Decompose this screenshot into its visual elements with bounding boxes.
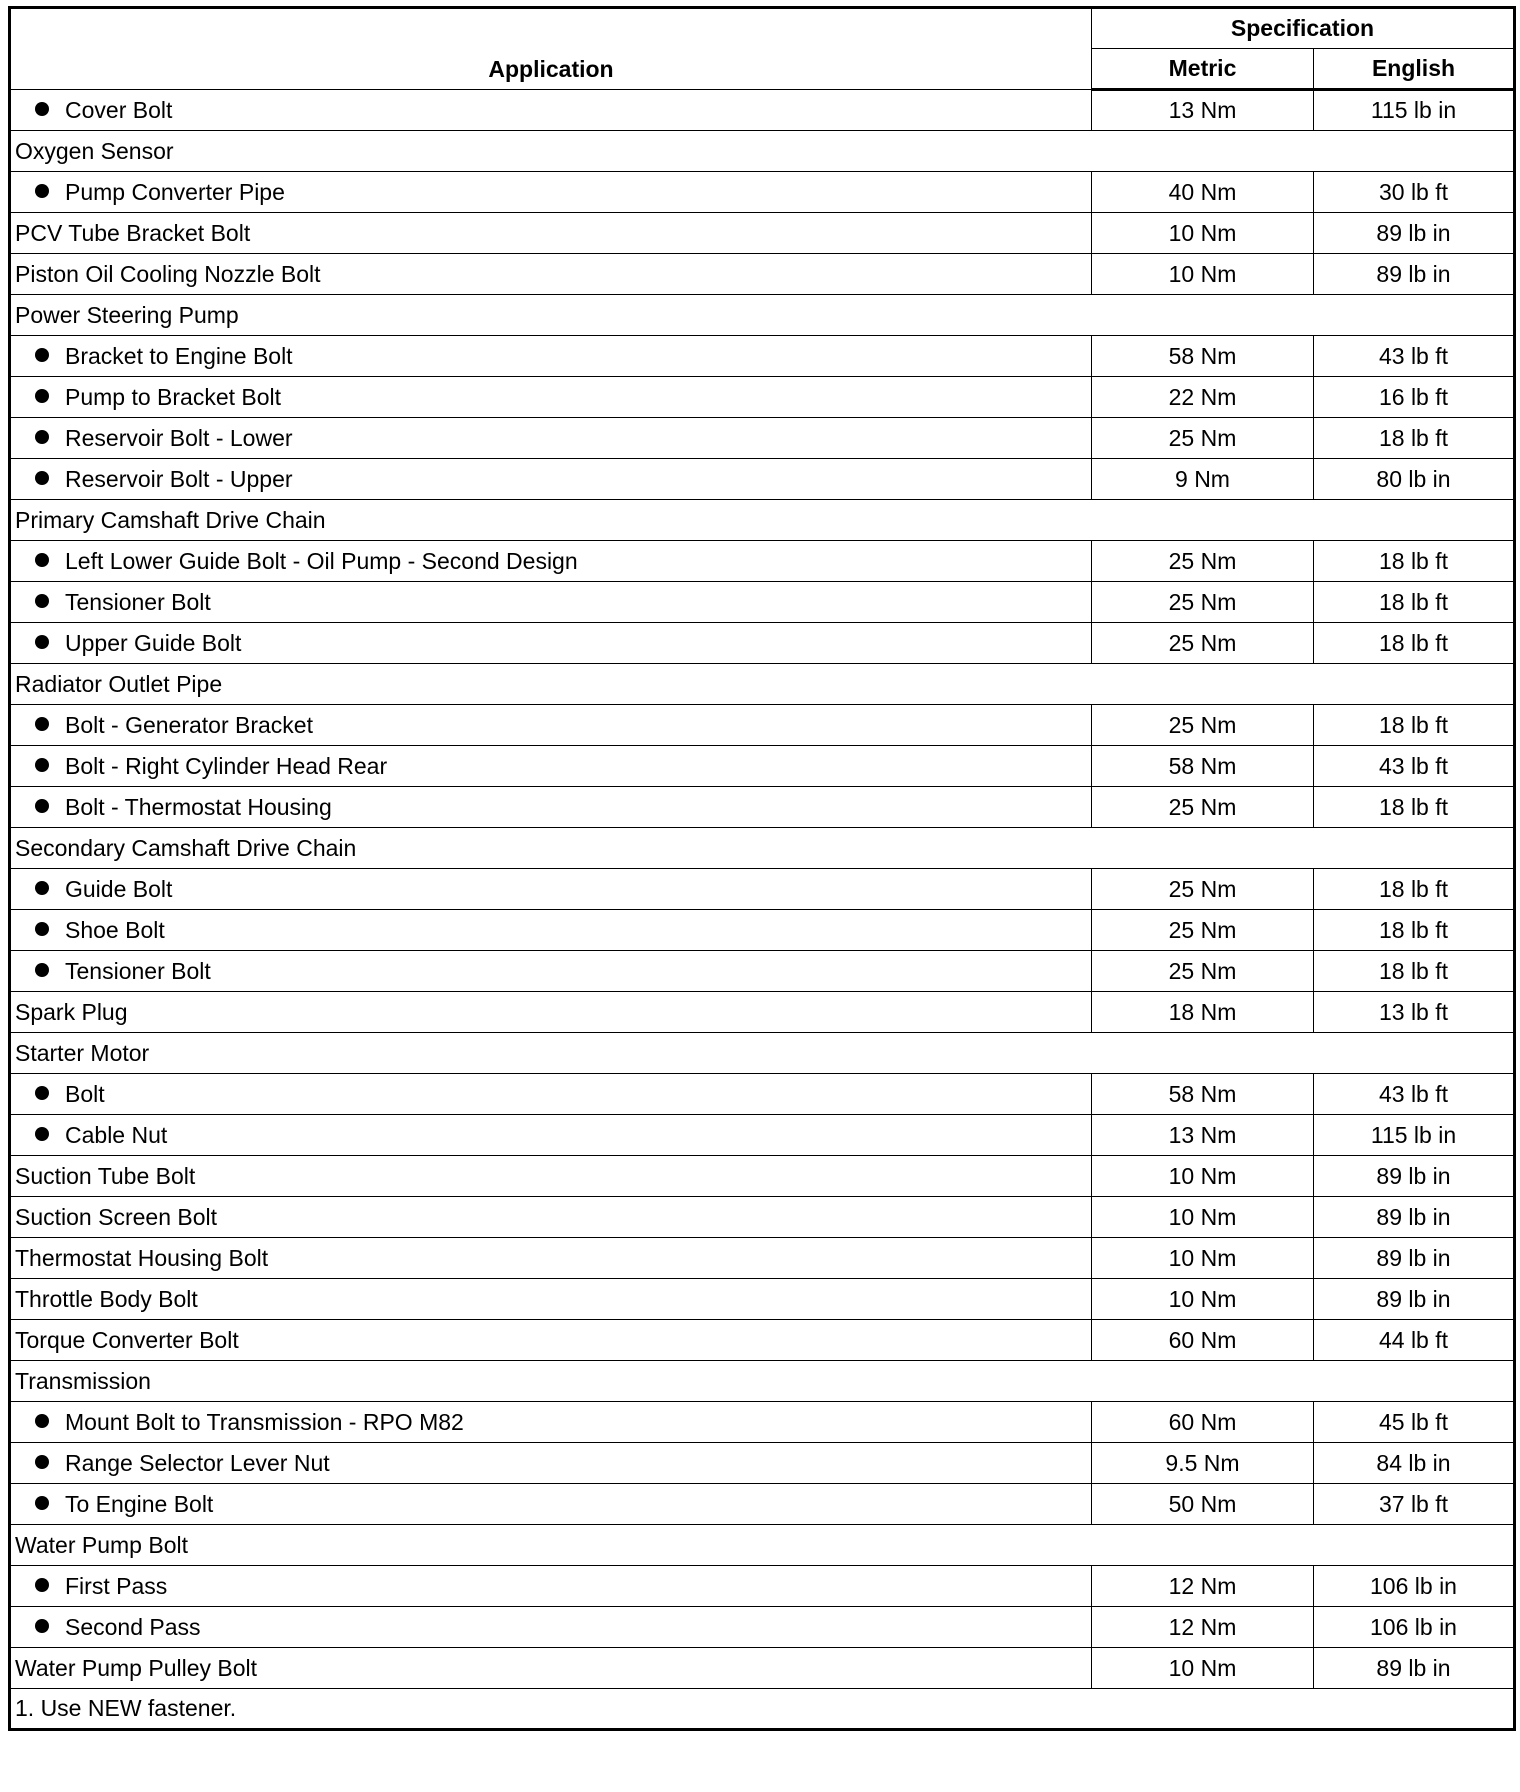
english-cell: 18 lb ft bbox=[1314, 418, 1515, 459]
application-cell bbox=[10, 1484, 1092, 1525]
bullet-icon bbox=[35, 1086, 49, 1100]
application-cell bbox=[10, 1443, 1092, 1484]
english-cell: 16 lb ft bbox=[1314, 377, 1515, 418]
metric-cell: 10 Nm bbox=[1092, 1238, 1314, 1279]
application-cell bbox=[10, 172, 1092, 213]
application-cell bbox=[10, 254, 1092, 295]
bullet-icon bbox=[35, 922, 49, 936]
application-label: Reservoir Bolt - Upper bbox=[65, 465, 293, 492]
application-cell bbox=[10, 213, 1092, 254]
english-cell: 18 lb ft bbox=[1314, 705, 1515, 746]
application-label: Tensioner Bolt bbox=[65, 588, 211, 615]
footnote: 1. Use NEW fastener. bbox=[10, 1689, 1515, 1730]
english-cell: 89 lb in bbox=[1314, 254, 1515, 295]
group-row bbox=[10, 1033, 1515, 1074]
english-cell: 106 lb in bbox=[1314, 1566, 1515, 1607]
table-row bbox=[10, 336, 1515, 377]
table-row bbox=[10, 1566, 1515, 1607]
application-label: Cover Bolt bbox=[65, 96, 173, 123]
application-cell bbox=[10, 541, 1092, 582]
group-row bbox=[10, 664, 1515, 705]
bullet-icon bbox=[35, 1455, 49, 1469]
metric-cell: 25 Nm bbox=[1092, 869, 1314, 910]
group-row bbox=[10, 500, 1515, 541]
torque-spec-table bbox=[8, 6, 1516, 1731]
english-cell: 115 lb in bbox=[1314, 90, 1515, 131]
group-row bbox=[10, 295, 1515, 336]
metric-cell: 40 Nm bbox=[1092, 172, 1314, 213]
application-cell bbox=[10, 1320, 1092, 1361]
english-cell: 18 lb ft bbox=[1314, 787, 1515, 828]
table-row bbox=[10, 90, 1515, 131]
table-footer bbox=[10, 1689, 1515, 1730]
application-label: Pump to Bracket Bolt bbox=[65, 383, 282, 410]
table-row bbox=[10, 869, 1515, 910]
english-cell: 89 lb in bbox=[1314, 1648, 1515, 1689]
metric-cell: 25 Nm bbox=[1092, 787, 1314, 828]
application-label: Left Lower Guide Bolt - Oil Pump - Second Design bbox=[65, 547, 578, 574]
metric-cell: 58 Nm bbox=[1092, 336, 1314, 377]
english-cell: 80 lb in bbox=[1314, 459, 1515, 500]
bullet-icon bbox=[35, 799, 49, 813]
metric-cell: 22 Nm bbox=[1092, 377, 1314, 418]
application-cell bbox=[10, 1648, 1092, 1689]
english-cell: 43 lb ft bbox=[1314, 1074, 1515, 1115]
metric-cell: 25 Nm bbox=[1092, 951, 1314, 992]
english-cell: 89 lb in bbox=[1314, 1197, 1515, 1238]
application-label: Second Pass bbox=[65, 1613, 201, 1640]
application-label: Bolt bbox=[65, 1080, 105, 1107]
metric-cell: 10 Nm bbox=[1092, 1156, 1314, 1197]
table-row bbox=[10, 1156, 1515, 1197]
application-cell bbox=[10, 1402, 1092, 1443]
group-label: Primary Camshaft Drive Chain bbox=[10, 500, 1515, 541]
application-label: To Engine Bolt bbox=[65, 1490, 214, 1517]
bullet-icon bbox=[35, 348, 49, 362]
english-cell: 89 lb in bbox=[1314, 1238, 1515, 1279]
metric-cell: 60 Nm bbox=[1092, 1320, 1314, 1361]
table-row bbox=[10, 254, 1515, 295]
application-label: Upper Guide Bolt bbox=[65, 629, 242, 656]
table-row bbox=[10, 459, 1515, 500]
bullet-icon bbox=[35, 471, 49, 485]
bullet-icon bbox=[35, 1619, 49, 1633]
bullet-icon bbox=[35, 717, 49, 731]
application-cell bbox=[10, 1279, 1092, 1320]
table-row bbox=[10, 213, 1515, 254]
metric-cell: 12 Nm bbox=[1092, 1566, 1314, 1607]
table-row bbox=[10, 1238, 1515, 1279]
table-row bbox=[10, 418, 1515, 459]
english-cell: 30 lb ft bbox=[1314, 172, 1515, 213]
application-label: Bolt - Thermostat Housing bbox=[65, 793, 332, 820]
metric-cell: 58 Nm bbox=[1092, 746, 1314, 787]
application-label: Cable Nut bbox=[65, 1121, 168, 1148]
english-cell: 89 lb in bbox=[1314, 213, 1515, 254]
application-label: Piston Oil Cooling Nozzle Bolt bbox=[15, 260, 321, 287]
application-cell bbox=[10, 787, 1092, 828]
table-row bbox=[10, 1197, 1515, 1238]
english-cell: 18 lb ft bbox=[1314, 623, 1515, 664]
application-label: Reservoir Bolt - Lower bbox=[65, 424, 293, 451]
group-label: Secondary Camshaft Drive Chain bbox=[10, 828, 1515, 869]
english-cell: 43 lb ft bbox=[1314, 746, 1515, 787]
specification-column-header: Specification bbox=[1092, 8, 1515, 49]
metric-cell: 9 Nm bbox=[1092, 459, 1314, 500]
application-cell bbox=[10, 1197, 1092, 1238]
application-label: Water Pump Pulley Bolt bbox=[15, 1654, 258, 1681]
table-row bbox=[10, 1648, 1515, 1689]
group-row bbox=[10, 828, 1515, 869]
application-column-header: Application bbox=[10, 8, 1092, 90]
english-cell: 115 lb in bbox=[1314, 1115, 1515, 1156]
table-row bbox=[10, 1115, 1515, 1156]
bullet-icon bbox=[35, 1127, 49, 1141]
table-row bbox=[10, 951, 1515, 992]
application-label: Bolt - Right Cylinder Head Rear bbox=[65, 752, 388, 779]
group-row bbox=[10, 131, 1515, 172]
english-cell: 89 lb in bbox=[1314, 1279, 1515, 1320]
table-row bbox=[10, 1402, 1515, 1443]
group-label: Water Pump Bolt bbox=[10, 1525, 1515, 1566]
table-row bbox=[10, 172, 1515, 213]
table-row bbox=[10, 1320, 1515, 1361]
table-row bbox=[10, 541, 1515, 582]
table-body bbox=[10, 90, 1515, 1689]
metric-cell: 25 Nm bbox=[1092, 418, 1314, 459]
metric-column-header: Metric bbox=[1092, 49, 1314, 90]
group-label: Transmission bbox=[10, 1361, 1515, 1402]
table-row bbox=[10, 705, 1515, 746]
application-cell bbox=[10, 459, 1092, 500]
application-label: Bolt - Generator Bracket bbox=[65, 711, 313, 738]
bullet-icon bbox=[35, 102, 49, 116]
table-row bbox=[10, 787, 1515, 828]
english-cell: 106 lb in bbox=[1314, 1607, 1515, 1648]
application-label: Tensioner Bolt bbox=[65, 957, 211, 984]
table-row bbox=[10, 910, 1515, 951]
application-label: Torque Converter Bolt bbox=[15, 1326, 239, 1353]
table-row bbox=[10, 1074, 1515, 1115]
application-label: Shoe Bolt bbox=[65, 916, 165, 943]
metric-cell: 50 Nm bbox=[1092, 1484, 1314, 1525]
application-cell bbox=[10, 582, 1092, 623]
application-label: PCV Tube Bracket Bolt bbox=[15, 219, 251, 246]
application-cell bbox=[10, 1156, 1092, 1197]
bullet-icon bbox=[35, 430, 49, 444]
application-cell bbox=[10, 623, 1092, 664]
table-row bbox=[10, 1443, 1515, 1484]
metric-cell: 25 Nm bbox=[1092, 582, 1314, 623]
application-label: Throttle Body Bolt bbox=[15, 1285, 198, 1312]
english-cell: 18 lb ft bbox=[1314, 869, 1515, 910]
english-cell: 18 lb ft bbox=[1314, 951, 1515, 992]
table-row bbox=[10, 1484, 1515, 1525]
metric-cell: 10 Nm bbox=[1092, 213, 1314, 254]
application-cell bbox=[10, 1566, 1092, 1607]
application-label: Bracket to Engine Bolt bbox=[65, 342, 293, 369]
english-column-header: English bbox=[1314, 49, 1515, 90]
application-cell bbox=[10, 1074, 1092, 1115]
bullet-icon bbox=[35, 389, 49, 403]
english-cell: 44 lb ft bbox=[1314, 1320, 1515, 1361]
table-row bbox=[10, 582, 1515, 623]
group-row bbox=[10, 1361, 1515, 1402]
application-label: Suction Screen Bolt bbox=[15, 1203, 218, 1230]
application-cell bbox=[10, 336, 1092, 377]
bullet-icon bbox=[35, 963, 49, 977]
english-cell: 18 lb ft bbox=[1314, 582, 1515, 623]
application-label: Thermostat Housing Bolt bbox=[15, 1244, 269, 1271]
english-cell: 37 lb ft bbox=[1314, 1484, 1515, 1525]
table-row bbox=[10, 1607, 1515, 1648]
bullet-icon bbox=[35, 1496, 49, 1510]
application-cell bbox=[10, 1115, 1092, 1156]
english-cell: 43 lb ft bbox=[1314, 336, 1515, 377]
metric-cell: 12 Nm bbox=[1092, 1607, 1314, 1648]
metric-cell: 25 Nm bbox=[1092, 623, 1314, 664]
application-label: First Pass bbox=[65, 1572, 168, 1599]
metric-cell: 58 Nm bbox=[1092, 1074, 1314, 1115]
application-cell bbox=[10, 1238, 1092, 1279]
group-row bbox=[10, 1525, 1515, 1566]
application-label: Pump Converter Pipe bbox=[65, 178, 285, 205]
group-label: Radiator Outlet Pipe bbox=[10, 664, 1515, 705]
application-cell bbox=[10, 418, 1092, 459]
bullet-icon bbox=[35, 881, 49, 895]
metric-cell: 13 Nm bbox=[1092, 90, 1314, 131]
application-cell bbox=[10, 705, 1092, 746]
metric-cell: 10 Nm bbox=[1092, 1279, 1314, 1320]
application-label: Spark Plug bbox=[15, 998, 128, 1025]
application-cell bbox=[10, 377, 1092, 418]
application-cell bbox=[10, 869, 1092, 910]
table-row bbox=[10, 746, 1515, 787]
application-cell bbox=[10, 1607, 1092, 1648]
metric-cell: 25 Nm bbox=[1092, 541, 1314, 582]
application-cell bbox=[10, 992, 1092, 1033]
metric-cell: 10 Nm bbox=[1092, 1648, 1314, 1689]
table-row bbox=[10, 1279, 1515, 1320]
bullet-icon bbox=[35, 635, 49, 649]
table-row bbox=[10, 377, 1515, 418]
metric-cell: 25 Nm bbox=[1092, 910, 1314, 951]
metric-cell: 60 Nm bbox=[1092, 1402, 1314, 1443]
bullet-icon bbox=[35, 1578, 49, 1592]
application-label: Mount Bolt to Transmission - RPO M82 bbox=[65, 1408, 464, 1435]
group-label: Oxygen Sensor bbox=[10, 131, 1515, 172]
metric-cell: 10 Nm bbox=[1092, 1197, 1314, 1238]
table-row bbox=[10, 623, 1515, 664]
metric-cell: 13 Nm bbox=[1092, 1115, 1314, 1156]
bullet-icon bbox=[35, 594, 49, 608]
application-cell bbox=[10, 910, 1092, 951]
english-cell: 89 lb in bbox=[1314, 1156, 1515, 1197]
bullet-icon bbox=[35, 1414, 49, 1428]
metric-cell: 9.5 Nm bbox=[1092, 1443, 1314, 1484]
application-cell bbox=[10, 90, 1092, 131]
english-cell: 13 lb ft bbox=[1314, 992, 1515, 1033]
bullet-icon bbox=[35, 184, 49, 198]
group-label: Starter Motor bbox=[10, 1033, 1515, 1074]
application-label: Suction Tube Bolt bbox=[15, 1162, 196, 1189]
application-cell bbox=[10, 951, 1092, 992]
english-cell: 18 lb ft bbox=[1314, 910, 1515, 951]
english-cell: 18 lb ft bbox=[1314, 541, 1515, 582]
metric-cell: 18 Nm bbox=[1092, 992, 1314, 1033]
metric-cell: 25 Nm bbox=[1092, 705, 1314, 746]
bullet-icon bbox=[35, 758, 49, 772]
table-header bbox=[10, 8, 1515, 90]
table-row bbox=[10, 992, 1515, 1033]
metric-cell: 10 Nm bbox=[1092, 254, 1314, 295]
english-cell: 84 lb in bbox=[1314, 1443, 1515, 1484]
application-label: Guide Bolt bbox=[65, 875, 173, 902]
application-cell bbox=[10, 746, 1092, 787]
group-label: Power Steering Pump bbox=[10, 295, 1515, 336]
english-cell: 45 lb ft bbox=[1314, 1402, 1515, 1443]
application-label: Range Selector Lever Nut bbox=[65, 1449, 330, 1476]
bullet-icon bbox=[35, 553, 49, 567]
